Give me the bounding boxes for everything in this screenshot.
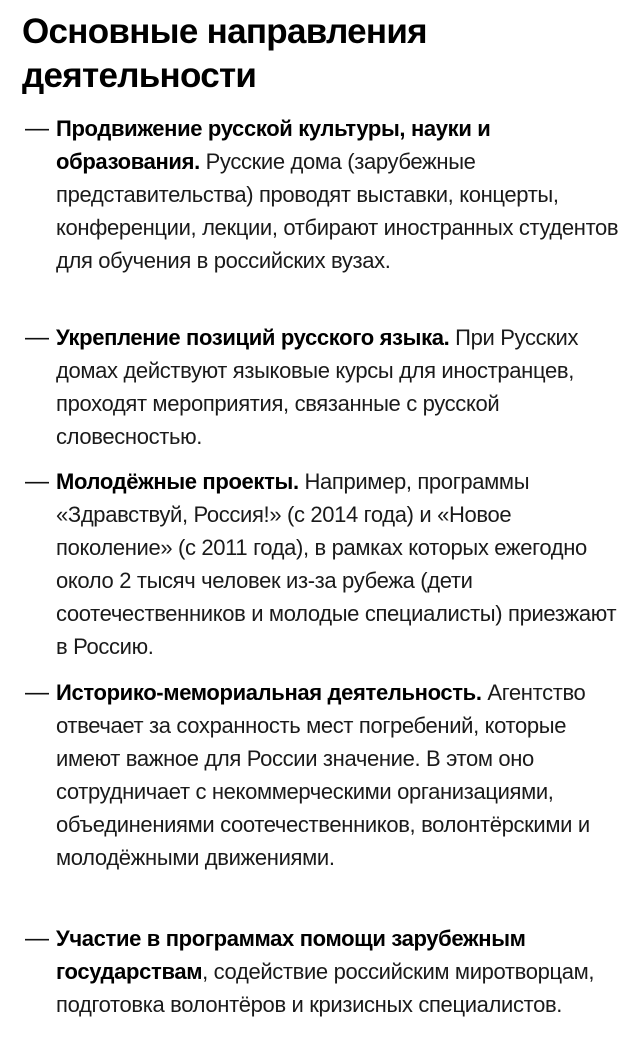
list-item-body: Агентство отвечает за сохранность мест погребений, которые имеют важное для России значение. В этом оно сотрудничает с некоммерческими организациями, объединениями соотечественников, волонтёрскими и молодёжными движениями. (56, 680, 590, 870)
dash-bullet-icon: — (25, 324, 49, 351)
dash-bullet-icon: — (25, 925, 49, 952)
list-item-body: , содействие российским миротворцам, подготовка волонтёров и кризисных специалистов. (56, 959, 595, 1017)
list-item-heading: Укрепление позиций русского языка. (56, 325, 450, 350)
list-item-text (56, 321, 626, 453)
dash-bullet-icon: — (25, 679, 49, 706)
list-item-heading: Участие в программах помощи зарубежным государствам (56, 926, 526, 984)
dash-bullet-icon: — (25, 115, 49, 142)
list-item-body: Русские дома (зарубежные представительства) проводят выставки, концерты, конференции, лекции, отбирают иностранных студентов для обучения в российских вузах. (56, 149, 619, 273)
list-item-text (56, 922, 626, 1021)
list-item-heading: Молодёжные проекты. (56, 469, 299, 494)
list-item-body: При Русских домах действуют языковые курсы для иностранцев, проходят мероприятия, связанные с русской словесностью. (56, 325, 579, 449)
list-item-text (56, 465, 626, 663)
list-item-heading: Историко-мемориальная деятельность. (56, 680, 482, 705)
dash-bullet-icon: — (25, 468, 49, 495)
list-item-text (56, 112, 626, 277)
page-title: Основные направления деятельности (22, 12, 427, 95)
list-item-body: Например, программы «Здравствуй, Россия!» (с 2014 года) и «Новое поколение» (с 2011 года), в рамках которых ежегодно около 2 тысяч человек из-за рубежа (дети соотечественников и молодые специалисты) приезжают в Россию. (56, 469, 617, 659)
list-item-text (56, 676, 626, 874)
list-item-heading: Продвижение русской культуры, науки и образования. (56, 116, 491, 174)
